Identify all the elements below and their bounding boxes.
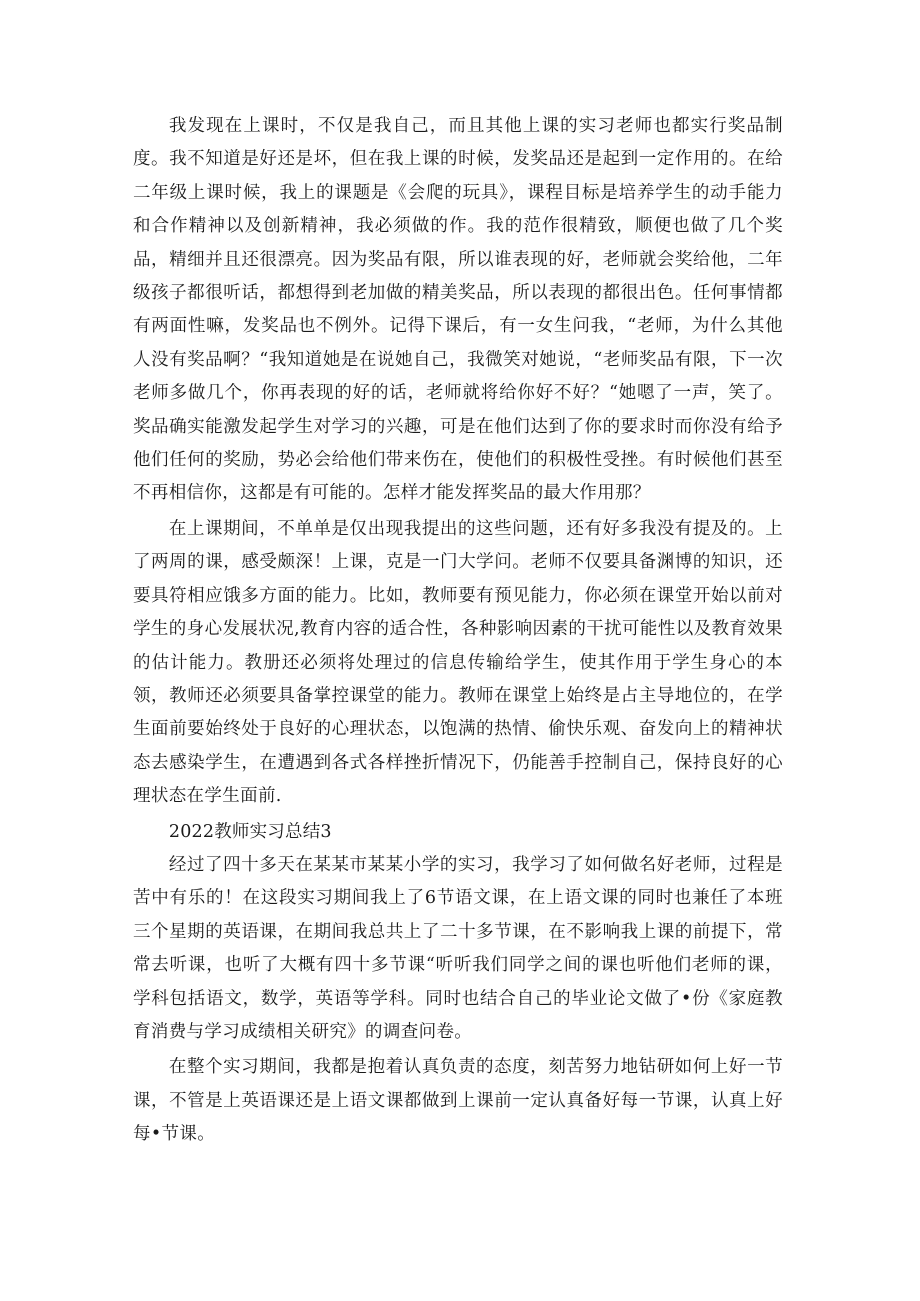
paragraph-internship-overview: 经过了四十多天在某某市某某小学的实习，我学习了如何做名好老师，过程是苦中有乐的！在这段实习期间我上了6节语文课，在上语文课的同时也兼任了本班三个星期的英语课，在期间我总共上了二十多节课，在不影响我上课的前提下，常常去听课，也听了大概有四十多节课“听听我们同学之间的课也听他们老师的课，学科包括语文，数学，英语等学科。同时也结合自己的毕业论文做了•份《家庭教育消费与学习成绩相关研究》的调查问卷。	[133, 854, 783, 1042]
document-body	[133, 110, 783, 1154]
paragraph-prize-system: 我发现在上课时，不仅是我自己，而且其他上课的实习老师也都实行奖品制度。我不知道是好还是坏，但在我上课的时候，发奖品还是起到一定作用的。在给二年级上课时候，我上的课题是《会爬的玩具》，课程目标是培养学生的动手能力和合作精神以及创新精神，我必须做的作。我的范作很精致，顺便也做了几个奖品，精细并且还很漂亮。因为奖品有限，所以谁表现的好，老师就会奖给他，二年级孩子都很听话，都想得到老加做的精美奖品，所以表现的都很出色。任何事情都有两面性嘛，发奖品也不例外。记得下课后，有一女生问我，“老师，为什么其他人没有奖品啊？“我知道她是在说她自己，我微笑对她说，“老师奖品有限，下一次老师多做几个，你再表现的好的话，老师就将给你好不好？“她嗯了一声，笑了。奖品确实能激发起学生对学习的兴趣，可是在他们达到了你的要求时而你没有给予他们任何的奖励，势必会给他们带来伤在，使他们的积极性受挫。有时候他们甚至不再相信你，这都是有可能的。怎样才能发挥奖品的最大作用那？	[133, 116, 783, 504]
paragraph-attitude: 在整个实习期间，我都是抱着认真负责的态度，刻苦努力地钻研如何上好一节课，不管是上英语课还是上语文课都做到上课前一定认真备好每一节课，认真上好每•节课。	[133, 1057, 783, 1145]
section-heading: 2022教师实习总结3	[168, 821, 332, 842]
paragraph-teaching-abilities: 在上课期间，不单单是仅出现我提出的这些问题，还有好多我没有提及的。上了两周的课，感受颇深！上课，克是一门大学问。老师不仅要具备渊博的知识，还要具符相应饿多方面的能力。比如，教师要有预见能力，你必须在课堂开始以前对学生的身心发展状况,教育内容的适合性，各种影响因素的干扰可能性以及教育效果的估计能力。教册还必须将处理过的信息传输给学生，使其作用于学生身心的本领，教师还必须要具备掌控课堂的能力。教师在课堂上始终是占主导地位的，在学生面前要始终处于良好的心理状态，以饱满的热情、偷快乐观、奋发向上的精神状态去感染学生，在遭遇到各式各样挫折情况下，仍能善手控制自己，保持良好的心理状态在学生面前.	[133, 518, 783, 807]
